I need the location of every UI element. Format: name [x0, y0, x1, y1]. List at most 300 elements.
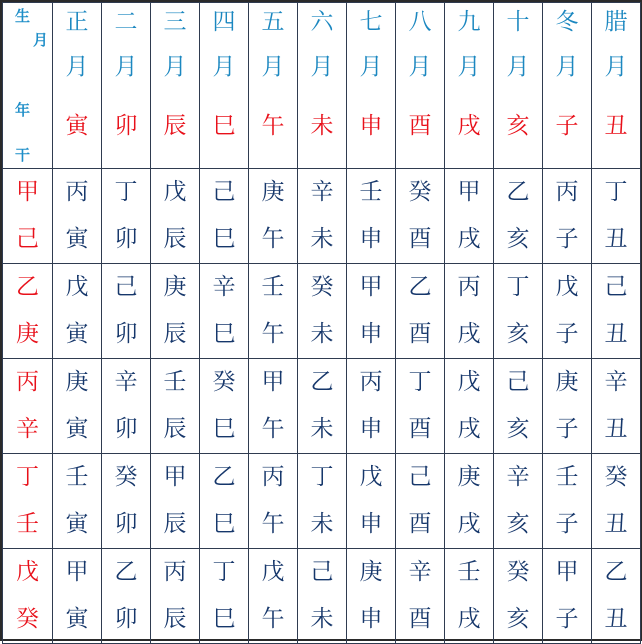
month-pillar-stack: [396, 549, 444, 643]
month-name: [213, 11, 236, 79]
year-stem-cell: [3, 549, 53, 644]
month-pillar-stack: [543, 169, 591, 263]
month-branch: 辰: [163, 113, 187, 139]
month-name: [605, 11, 628, 79]
month-pillar-cell: [347, 169, 396, 264]
month-pillar-cell: [494, 454, 543, 549]
month-pillar-cell: [543, 264, 592, 359]
month-header-stack: [543, 3, 591, 168]
header-row: [3, 3, 641, 169]
month-header-7: [347, 3, 396, 169]
heavenly-stem: 戊: [359, 464, 383, 490]
earthly-branch: 申: [359, 321, 383, 347]
heavenly-stem: 丙: [261, 464, 285, 490]
heavenly-stem: 癸: [212, 369, 236, 395]
earthly-branch: 丑: [604, 226, 628, 252]
month-number: 四: [212, 9, 236, 35]
month-name: [115, 11, 138, 79]
year-stem: 甲: [16, 179, 39, 205]
earthly-branch: 子: [555, 416, 579, 442]
month-pillar-stack: [592, 359, 640, 453]
month-branch: 戌: [457, 113, 481, 139]
month-number: 腊: [604, 9, 628, 35]
earthly-branch: 寅: [65, 321, 89, 347]
earthly-branch: 戌: [457, 226, 481, 252]
month-branch: 巳: [212, 113, 236, 139]
month-pillar-cell: [200, 359, 249, 454]
earthly-branch: 未: [310, 606, 334, 632]
heavenly-stem: 丁: [114, 179, 138, 205]
heavenly-stem: 丙: [457, 274, 481, 300]
month-pillar-stack: [151, 169, 199, 263]
month-pillar-stack: [494, 454, 542, 548]
month-pillar-stack: [494, 359, 542, 453]
month-pillar-stack: [445, 454, 493, 548]
month-pillar-stack: [494, 264, 542, 358]
month-pillar-cell: [53, 169, 102, 264]
earthly-branch: 巳: [212, 226, 236, 252]
month-pillar-stack: [200, 359, 248, 453]
earthly-branch: 子: [555, 226, 579, 252]
month-header-stack: [592, 3, 640, 168]
month-pillar-stack: [151, 264, 199, 358]
earthly-branch: 巳: [212, 321, 236, 347]
heavenly-stem: 甲: [65, 559, 89, 585]
month-pillar-cell: [53, 454, 102, 549]
earthly-branch: 丑: [604, 416, 628, 442]
earthly-branch: 辰: [163, 606, 187, 632]
earthly-branch: 酉: [408, 321, 432, 347]
corner-label-nian: 年: [15, 101, 31, 119]
corner-cell: [3, 3, 53, 169]
month-number: 九: [457, 9, 481, 35]
month-pillar-cell: [298, 169, 347, 264]
month-pillar-stack: [396, 169, 444, 263]
table-row: [3, 264, 641, 359]
month-pillar-cell: [592, 264, 641, 359]
month-suffix: 月: [310, 54, 334, 80]
month-number: 正: [65, 9, 89, 35]
heavenly-stem: 丙: [555, 179, 579, 205]
heavenly-stem: 癸: [604, 464, 628, 490]
month-header-stack: [151, 3, 199, 168]
month-pillar-stack: [249, 169, 297, 263]
month-pillar-cell: [543, 359, 592, 454]
month-pillar-cell: [249, 264, 298, 359]
year-stem-cell: [3, 359, 53, 454]
month-pillar-stack: [298, 169, 346, 263]
month-header-9: [445, 3, 494, 169]
heavenly-stem: 癸: [506, 559, 530, 585]
heavenly-stem: 乙: [310, 369, 334, 395]
month-pillar-stack: [543, 264, 591, 358]
month-number: 三: [163, 9, 187, 35]
heavenly-stem: 癸: [310, 274, 334, 300]
month-pillar-stack: [298, 359, 346, 453]
month-pillar-cell: [200, 264, 249, 359]
heavenly-stem: 癸: [114, 464, 138, 490]
month-pillar-cell: [151, 454, 200, 549]
year-stem-cell: [3, 454, 53, 549]
month-branch: 酉: [408, 113, 432, 139]
earthly-branch: 寅: [65, 416, 89, 442]
month-pillar-cell: [102, 359, 151, 454]
heavenly-stem: 庚: [555, 369, 579, 395]
month-branch: 卯: [114, 113, 138, 139]
earthly-branch: 卯: [114, 321, 138, 347]
earthly-branch: 寅: [65, 226, 89, 252]
earthly-branch: 亥: [506, 511, 530, 537]
earthly-branch: 卯: [114, 606, 138, 632]
month-branch: 亥: [506, 113, 530, 139]
heavenly-stem: 戊: [261, 559, 285, 585]
month-pillar-cell: [543, 549, 592, 644]
month-pillar-stack: [102, 359, 150, 453]
month-number: 七: [359, 9, 383, 35]
earthly-branch: 寅: [65, 511, 89, 537]
earthly-branch: 申: [359, 606, 383, 632]
month-suffix: 月: [408, 54, 432, 80]
heavenly-stem: 戊: [65, 274, 89, 300]
heavenly-stem: 辛: [114, 369, 138, 395]
month-header-10: [494, 3, 543, 169]
earthly-branch: 子: [555, 321, 579, 347]
month-pillar-cell: [200, 169, 249, 264]
month-number: 八: [408, 9, 432, 35]
earthly-branch: 丑: [604, 511, 628, 537]
earthly-branch: 巳: [212, 416, 236, 442]
earthly-branch: 亥: [506, 226, 530, 252]
month-pillar-stack: [347, 454, 395, 548]
heavenly-stem: 甲: [457, 179, 481, 205]
month-pillar-stack: [53, 169, 101, 263]
month-branch: 申: [359, 113, 383, 139]
month-branch: 寅: [65, 113, 89, 139]
year-stem: 庚: [16, 321, 39, 347]
earthly-branch: 丑: [604, 606, 628, 632]
month-pillar-cell: [494, 359, 543, 454]
month-name: [360, 11, 383, 79]
heavenly-stem: 己: [212, 179, 236, 205]
year-stem: 丙: [16, 369, 39, 395]
earthly-branch: 申: [359, 511, 383, 537]
month-pillar-stack: [102, 454, 150, 548]
month-header-6: [298, 3, 347, 169]
earthly-branch: 酉: [408, 416, 432, 442]
month-pillar-cell: [396, 549, 445, 644]
month-number: 五: [261, 9, 285, 35]
heavenly-stem: 丙: [163, 559, 187, 585]
earthly-branch: 亥: [506, 606, 530, 632]
earthly-branch: 酉: [408, 226, 432, 252]
month-name: [507, 11, 530, 79]
heavenly-stem: 戊: [555, 274, 579, 300]
year-stem-cell: [3, 169, 53, 264]
heavenly-stem: 癸: [408, 179, 432, 205]
month-suffix: 月: [65, 54, 89, 80]
month-pillar-stack: [249, 549, 297, 643]
month-pillar-stack: [53, 359, 101, 453]
month-header-stack: [200, 3, 248, 168]
heavenly-stem: 己: [114, 274, 138, 300]
month-pillar-stack: [543, 454, 591, 548]
corner-label-sheng: 生: [15, 7, 31, 25]
table-row: [3, 359, 641, 454]
month-pillar-cell: [298, 264, 347, 359]
month-suffix: 月: [457, 54, 481, 80]
heavenly-stem: 庚: [163, 274, 187, 300]
month-pillar-cell: [347, 264, 396, 359]
month-header-8: [396, 3, 445, 169]
year-stem-stack: [3, 549, 52, 643]
heavenly-stem: 己: [408, 464, 432, 490]
heavenly-stem: 丁: [408, 369, 432, 395]
heavenly-stem: 壬: [457, 559, 481, 585]
heavenly-stem: 丁: [506, 274, 530, 300]
month-pillar-stack: [445, 169, 493, 263]
corner-label-gan: 干: [15, 146, 31, 164]
month-pillar-cell: [445, 169, 494, 264]
year-stem: 癸: [16, 606, 39, 632]
month-header-stack: [396, 3, 444, 168]
month-branch: 子: [555, 113, 579, 139]
earthly-branch: 未: [310, 321, 334, 347]
heavenly-stem: 庚: [359, 559, 383, 585]
heavenly-stem: 壬: [261, 274, 285, 300]
earthly-branch: 申: [359, 416, 383, 442]
earthly-branch: 巳: [212, 511, 236, 537]
earthly-branch: 子: [555, 606, 579, 632]
heavenly-stem: 乙: [114, 559, 138, 585]
month-pillar-cell: [592, 359, 641, 454]
earthly-branch: 申: [359, 226, 383, 252]
earthly-branch: 午: [261, 511, 285, 537]
earthly-branch: 未: [310, 511, 334, 537]
month-header-stack: [102, 3, 150, 168]
heavenly-stem: 甲: [359, 274, 383, 300]
heavenly-stem: 丁: [212, 559, 236, 585]
earthly-branch: 酉: [408, 511, 432, 537]
month-suffix: 月: [359, 54, 383, 80]
earthly-branch: 戌: [457, 416, 481, 442]
month-pillar-cell: [543, 454, 592, 549]
month-pillar-cell: [347, 454, 396, 549]
heavenly-stem: 壬: [359, 179, 383, 205]
month-pillar-cell: [445, 359, 494, 454]
table-row: [3, 169, 641, 264]
earthly-branch: 寅: [65, 606, 89, 632]
heavenly-stem: 壬: [65, 464, 89, 490]
earthly-branch: 卯: [114, 416, 138, 442]
year-stem-stack: [3, 359, 52, 453]
month-pillar-cell: [53, 359, 102, 454]
month-pillar-cell: [102, 264, 151, 359]
year-stem-stack: [3, 264, 52, 358]
month-pillar-stack: [445, 359, 493, 453]
month-pillar-stack: [151, 359, 199, 453]
earthly-branch: 戌: [457, 606, 481, 632]
heavenly-stem: 己: [310, 559, 334, 585]
month-pillar-cell: [102, 549, 151, 644]
earthly-branch: 亥: [506, 321, 530, 347]
month-pillar-cell: [396, 454, 445, 549]
earthly-branch: 子: [555, 511, 579, 537]
month-name: [164, 11, 187, 79]
month-pillar-cell: [445, 454, 494, 549]
month-pillar-cell: [200, 454, 249, 549]
month-header-11: [543, 3, 592, 169]
month-pillar-cell: [102, 454, 151, 549]
month-pillar-stack: [347, 359, 395, 453]
earthly-branch: 未: [310, 226, 334, 252]
month-number: 十: [506, 9, 530, 35]
month-pillar-stack: [592, 169, 640, 263]
month-branch: 未: [310, 113, 334, 139]
earthly-branch: 未: [310, 416, 334, 442]
heavenly-stem: 己: [604, 274, 628, 300]
month-pillar-stack: [445, 264, 493, 358]
earthly-branch: 丑: [604, 321, 628, 347]
month-header-2: [102, 3, 151, 169]
year-stem: 乙: [16, 274, 39, 300]
year-stem: 壬: [16, 511, 39, 537]
heavenly-stem: 庚: [457, 464, 481, 490]
month-pillar-stack: [249, 264, 297, 358]
month-name: [66, 11, 89, 79]
month-pillar-cell: [396, 359, 445, 454]
month-pillar-stack: [53, 549, 101, 643]
month-pillar-cell: [53, 549, 102, 644]
month-suffix: 月: [604, 54, 628, 80]
month-pillar-stack: [543, 359, 591, 453]
month-header-stack: [53, 3, 101, 168]
month-suffix: 月: [212, 54, 236, 80]
month-pillar-cell: [396, 169, 445, 264]
corner-label-yue: 月: [33, 31, 49, 49]
month-name: [409, 11, 432, 79]
year-stem: 己: [16, 226, 39, 252]
month-pillar-cell: [53, 264, 102, 359]
year-stem: 丁: [16, 464, 39, 490]
month-header-4: [200, 3, 249, 169]
month-pillar-cell: [298, 359, 347, 454]
earthly-branch: 辰: [163, 416, 187, 442]
month-pillar-cell: [249, 549, 298, 644]
month-pillar-cell: [396, 264, 445, 359]
month-pillar-stack: [298, 454, 346, 548]
month-pillar-cell: [592, 454, 641, 549]
earthly-branch: 辰: [163, 511, 187, 537]
month-header-stack: [249, 3, 297, 168]
month-pillar-stack: [298, 264, 346, 358]
month-suffix: 月: [261, 54, 285, 80]
month-pillar-stack: [396, 359, 444, 453]
month-pillar-cell: [494, 549, 543, 644]
year-stem-stack: [3, 169, 52, 263]
month-number: 冬: [555, 9, 579, 35]
heavenly-stem: 己: [506, 369, 530, 395]
heavenly-stem: 甲: [163, 464, 187, 490]
month-pillar-stack: [396, 454, 444, 548]
month-pillar-cell: [249, 169, 298, 264]
month-pillar-stack: [543, 549, 591, 643]
month-pillar-cell: [347, 549, 396, 644]
earthly-branch: 戌: [457, 321, 481, 347]
month-pillar-stack: [200, 264, 248, 358]
heavenly-stem: 甲: [555, 559, 579, 585]
heavenly-stem: 乙: [212, 464, 236, 490]
month-pillar-cell: [445, 549, 494, 644]
month-pillar-stack: [102, 169, 150, 263]
month-pillar-stack: [151, 454, 199, 548]
heavenly-stem: 乙: [604, 559, 628, 585]
earthly-branch: 卯: [114, 226, 138, 252]
month-name: [458, 11, 481, 79]
month-pillar-stack: [347, 549, 395, 643]
month-pillar-stack: [347, 169, 395, 263]
heavenly-stem: 丙: [65, 179, 89, 205]
month-branch: 丑: [604, 113, 628, 139]
month-pillar-stack: [53, 454, 101, 548]
month-pillar-stack: [445, 549, 493, 643]
month-header-1: [53, 3, 102, 169]
month-name: [556, 11, 579, 79]
month-pillar-cell: [151, 169, 200, 264]
earthly-branch: 卯: [114, 511, 138, 537]
month-pillar-stack: [592, 454, 640, 548]
earthly-branch: 辰: [163, 226, 187, 252]
earthly-branch: 午: [261, 321, 285, 347]
heavenly-stem: 乙: [408, 274, 432, 300]
month-suffix: 月: [506, 54, 530, 80]
month-pillar-stack: [102, 549, 150, 643]
heavenly-stem: 辛: [212, 274, 236, 300]
month-pillar-stack: [200, 454, 248, 548]
heavenly-stem: 戊: [457, 369, 481, 395]
month-pillar-stack: [592, 549, 640, 643]
month-name: [311, 11, 334, 79]
month-pillar-stack: [102, 264, 150, 358]
month-pillar-stack: [200, 169, 248, 263]
month-header-3: [151, 3, 200, 169]
month-pillar-table: [2, 2, 641, 644]
heavenly-stem: 辛: [408, 559, 432, 585]
month-header-stack: [445, 3, 493, 168]
month-pillar-cell: [494, 169, 543, 264]
earthly-branch: 辰: [163, 321, 187, 347]
month-pillar-stack: [396, 264, 444, 358]
heavenly-stem: 庚: [65, 369, 89, 395]
month-pillar-stack: [494, 169, 542, 263]
year-stem: 戊: [16, 559, 39, 585]
month-pillar-stack: [249, 359, 297, 453]
month-pillar-stack: [53, 264, 101, 358]
earthly-branch: 午: [261, 226, 285, 252]
month-pillar-stack: [347, 264, 395, 358]
month-pillar-cell: [347, 359, 396, 454]
month-pillar-stack: [249, 454, 297, 548]
month-number: 六: [310, 9, 334, 35]
month-pillar-stack: [592, 264, 640, 358]
month-header-12: [592, 3, 641, 169]
month-pillar-cell: [592, 549, 641, 644]
month-name: [262, 11, 285, 79]
month-pillar-stack: [151, 549, 199, 643]
month-pillar-cell: [445, 264, 494, 359]
month-pillar-cell: [298, 454, 347, 549]
heavenly-stem: 壬: [555, 464, 579, 490]
heavenly-stem: 甲: [261, 369, 285, 395]
